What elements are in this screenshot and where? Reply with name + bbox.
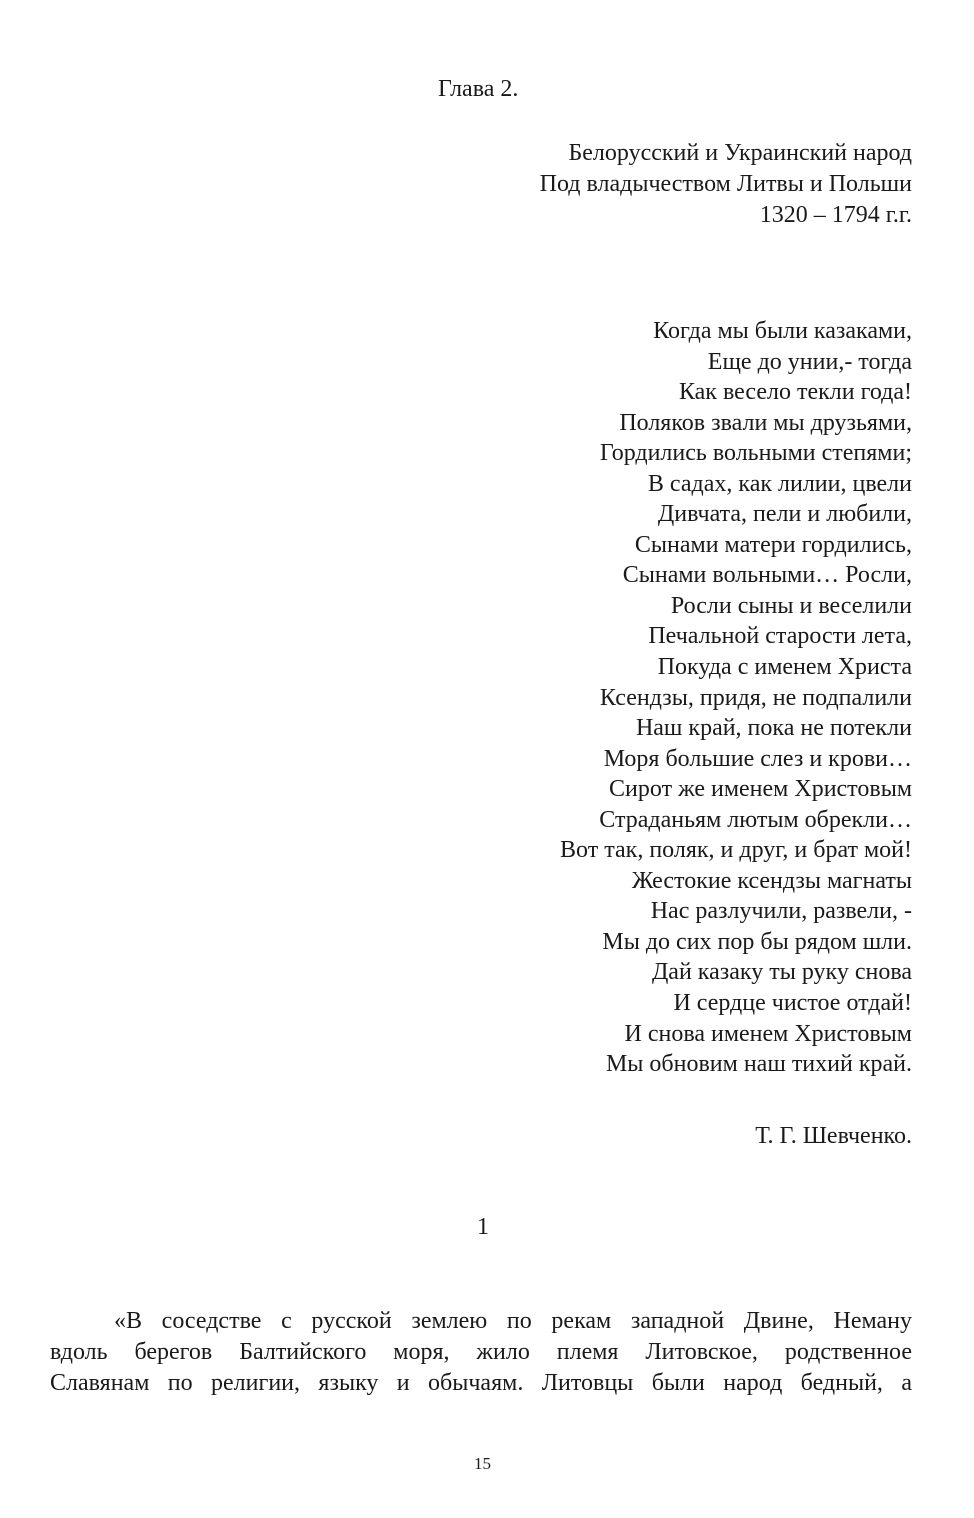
poem-line: Как весело текли года!: [678, 379, 912, 406]
poem-line: Мы обновим наш тихий край.: [605, 1051, 912, 1078]
poem-line: Еще до унии,- тогда: [707, 348, 912, 375]
poem-line: Вот так, поляк, и друг, и брат мой!: [560, 837, 912, 864]
poem-line: Дивчата, пели и любили,: [657, 501, 912, 528]
poem-line: Дай казаку ты руку снова: [651, 959, 912, 986]
paragraph-line: вдоль берегов Балтийского моря, жило племя Литовское, родственное: [50, 1339, 912, 1365]
poem-line: Нас разлучили, развели, -: [650, 898, 912, 925]
chapter-title-line: Белорусский и Украинский народ: [568, 140, 912, 166]
poem-line: Жестокие ксендзы магнаты: [631, 867, 912, 894]
poem-line: Сирот же именем Христовым: [609, 776, 912, 803]
poem-line: Моря большие слез и крови…: [603, 745, 912, 772]
page-number: 15: [474, 1454, 491, 1473]
poem-line: Печальной старости лета,: [648, 623, 912, 650]
chapter-label: Глава 2.: [438, 76, 519, 102]
poem-line: Когда мы были казаками,: [653, 318, 912, 344]
poem-line: И снова именем Христовым: [624, 1020, 912, 1047]
poem-line: Росли сыны и веселили: [670, 592, 912, 619]
poem-line: Ксендзы, придя, не подпалили: [599, 684, 912, 711]
poem-line: Страданьям лютым обрекли…: [599, 806, 912, 833]
poem-line: Поляков звали мы друзьями,: [619, 409, 912, 436]
chapter-title-line: Под владычеством Литвы и Польши: [539, 171, 912, 197]
poem-line: Покуда с именем Христа: [657, 654, 912, 681]
poem-line: Мы до сих пор бы рядом шли.: [602, 928, 912, 955]
paragraph-line: Славянам по религии, языку и обычаям. Литовцы были народ бедный, а: [50, 1370, 912, 1396]
poem-line: Сынами матери гордились,: [634, 531, 912, 558]
poem-line: И сердце чистое отдай!: [673, 990, 912, 1017]
section-number: 1: [477, 1214, 489, 1240]
epigraph-poem: [560, 316, 912, 1080]
poem-line: Наш край, пока не потекли: [635, 715, 912, 742]
epigraph-author: Т. Г. Шевченко.: [755, 1123, 912, 1149]
chapter-title-dates: 1320 – 1794 г.г.: [759, 202, 912, 228]
poem-line: В садах, как лилии, цвели: [647, 470, 912, 497]
body-paragraph: [50, 1306, 912, 1399]
paragraph-line: «В соседстве с русской землею по рекам западной Двине, Неману: [114, 1308, 912, 1334]
chapter-title: [540, 138, 912, 231]
poem-line: Гордились вольными степями;: [599, 440, 912, 467]
poem-line: Сынами вольными… Росли,: [622, 562, 912, 589]
